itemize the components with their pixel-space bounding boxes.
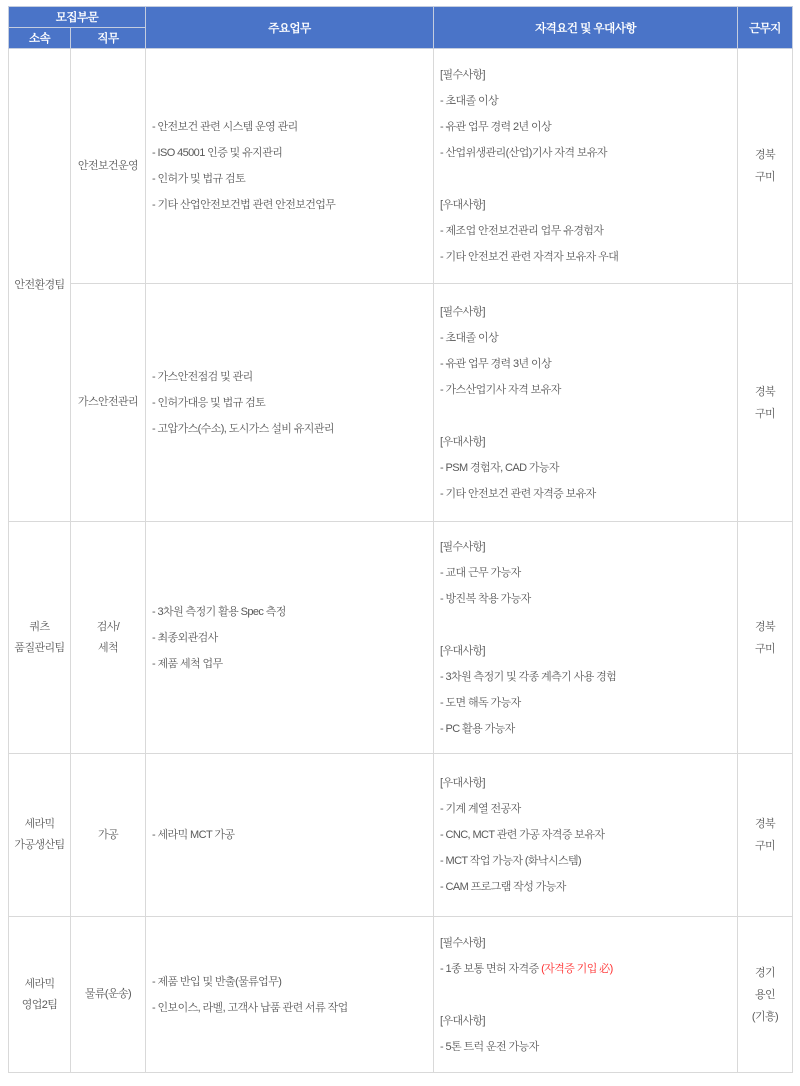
qualification-item: - PSM 경험자, CAD 가능자 — [440, 461, 559, 474]
qualification-block-title: [필수사항] — [440, 69, 486, 81]
table-row — [9, 522, 793, 754]
qualification-item: - 5톤 트럭 운전 가능자 — [440, 1040, 539, 1053]
job-line: 가공 — [97, 828, 119, 841]
location-cell — [738, 49, 793, 284]
job-cell — [71, 49, 146, 284]
qualifications-cell — [434, 284, 738, 522]
table-row — [9, 754, 793, 917]
location-cell — [738, 754, 793, 917]
duty-item: - 안전보건 관련 시스템 운영 관리 — [152, 121, 298, 133]
qualification-item: - CAM 프로그램 작성 가능자 — [440, 881, 566, 893]
job-line: 안전보건운영 — [77, 159, 139, 172]
qualification-item: - 방진복 착용 가능자 — [440, 592, 531, 605]
table-body — [9, 49, 793, 1073]
duties-cell — [146, 49, 434, 284]
table-row — [9, 917, 793, 1073]
job-line: 검사/ — [96, 620, 120, 633]
qualification-block — [440, 1008, 731, 1060]
qualification-block-title: [필수사항] — [440, 305, 486, 318]
dept-cell — [9, 754, 71, 917]
duty-item: - 인허가대응 및 법규 검토 — [152, 396, 266, 409]
qualification-block-title: [우대사항] — [440, 1014, 486, 1027]
qualification-block-title: [우대사항] — [440, 777, 486, 789]
duty-item: - ISO 45001 인증 및 유지관리 — [152, 147, 283, 159]
header-recruit-section: 모집부문 — [9, 7, 146, 28]
table-row — [9, 284, 793, 522]
duty-item: - 제품 반입 및 반출(물류업무) — [152, 975, 282, 988]
dept-cell — [9, 49, 71, 522]
duties-cell — [146, 917, 434, 1073]
dept-cell — [9, 522, 71, 754]
qualification-item: - 유관 업무 경력 3년 이상 — [440, 357, 552, 370]
location-line: 경북 — [754, 385, 776, 398]
dept-line: 쿼츠 — [29, 620, 50, 633]
duty-item: - 기타 산업안전보건법 관련 안전보건업무 — [152, 199, 336, 211]
qualification-block — [440, 534, 731, 612]
header-row-top — [9, 7, 793, 28]
qualification-item: - CNC, MCT 관련 가공 자격증 보유자 — [440, 829, 605, 841]
location-cell — [738, 522, 793, 754]
location-line: 경북 — [754, 818, 776, 830]
qualification-block — [440, 62, 731, 166]
qualification-block-title: [필수사항] — [440, 936, 486, 949]
qualification-item: - 도면 해독 가능자 — [440, 696, 521, 709]
qualification-item — [440, 956, 731, 982]
qualification-item: - 기타 안전보건 관련 자격증 보유자 — [440, 487, 596, 500]
header-qualifications: 자격요건 및 우대사항 — [434, 7, 738, 49]
duty-item: - 최종외관검사 — [152, 631, 218, 644]
location-line: 경북 — [754, 620, 776, 633]
job-cell — [71, 284, 146, 522]
qualification-block-title: [우대사항] — [440, 199, 486, 211]
dept-line: 가공생산팀 — [14, 839, 65, 851]
table-header — [9, 7, 793, 49]
duties-cell — [146, 754, 434, 917]
qualifications-cell — [434, 917, 738, 1073]
duty-item: - 인보이스, 라벨, 고객사 납품 관련 서류 작업 — [152, 1001, 348, 1014]
job-cell — [71, 522, 146, 754]
qualification-block-title: [우대사항] — [440, 435, 486, 448]
qualification-item: - PC 활용 가능자 — [440, 722, 515, 735]
duty-item: - 세라믹 MCT 가공 — [152, 829, 235, 841]
dept-line: 안전환경팀 — [14, 278, 65, 291]
duty-item: - 3차원 측정기 활용 Spec 측정 — [152, 605, 286, 618]
location-line: 구미 — [754, 171, 776, 183]
qualification-item: - MCT 작업 가능자 (화낙시스템) — [440, 855, 582, 867]
qualification-item: - 교대 근무 가능자 — [440, 566, 521, 579]
highlighted-text: (자격증 기입 必) — [541, 962, 613, 975]
location-line: 경기 — [754, 966, 776, 979]
duties-cell — [146, 522, 434, 754]
dept-line: 영업2팀 — [21, 998, 58, 1011]
plain-text: - 1종 보통 면허 자격증 — [440, 962, 542, 975]
duty-item: - 인허가 및 법규 검토 — [152, 173, 246, 185]
location-line: (기흥) — [751, 1010, 779, 1023]
dept-cell — [9, 917, 71, 1073]
job-line: 가스안전관리 — [77, 396, 139, 408]
job-line: 세척 — [97, 641, 119, 654]
location-line: 구미 — [754, 642, 776, 655]
header-job: 직무 — [71, 28, 146, 49]
qualifications-cell — [434, 754, 738, 917]
qualification-item: - 초대졸 이상 — [440, 95, 499, 107]
dept-line: 품질관리팀 — [14, 641, 65, 654]
location-line: 구미 — [754, 840, 776, 852]
qualification-item: - 산업위생관리(산업)기사 자격 보유자 — [440, 147, 607, 159]
duty-item: - 고압가스(수소), 도시가스 설비 유지관리 — [152, 422, 334, 435]
job-line: 물류(운송) — [84, 988, 132, 1000]
location-line: 용인 — [754, 988, 776, 1001]
qualification-block — [440, 930, 731, 982]
qualification-item: - 제조업 안전보건관리 업무 유경험자 — [440, 225, 604, 237]
dept-line: 세라믹 — [24, 818, 55, 830]
qualification-block-title: [필수사항] — [440, 540, 486, 553]
qualification-block-title: [우대사항] — [440, 644, 486, 657]
job-cell — [71, 917, 146, 1073]
location-cell — [738, 284, 793, 522]
qualification-item: - 가스산업기사 자격 보유자 — [440, 383, 561, 396]
qualification-block — [440, 638, 731, 742]
header-affiliation: 소속 — [9, 28, 71, 49]
duty-item: - 가스안전점검 및 관리 — [152, 370, 253, 383]
duty-item: - 제품 세척 업무 — [152, 657, 223, 670]
qualification-item: - 초대졸 이상 — [440, 331, 499, 344]
qualification-item: - 유관 업무 경력 2년 이상 — [440, 121, 552, 133]
location-line: 경북 — [754, 149, 776, 161]
qualification-block — [440, 770, 731, 900]
qualification-item: - 3차원 측정기 및 각종 계측기 사용 경험 — [440, 670, 617, 683]
location-line: 구미 — [754, 407, 776, 420]
table-row — [9, 49, 793, 284]
recruitment-table — [8, 6, 793, 1073]
header-location: 근무지 — [738, 7, 793, 49]
qualifications-cell — [434, 49, 738, 284]
header-duties: 주요업무 — [146, 7, 434, 49]
duties-cell — [146, 284, 434, 522]
qualification-item: - 기계 계열 전공자 — [440, 803, 521, 815]
job-cell — [71, 754, 146, 917]
qualification-block — [440, 429, 731, 507]
qualification-block — [440, 299, 731, 403]
location-cell — [738, 917, 793, 1073]
dept-line: 세라믹 — [24, 977, 55, 990]
qualifications-cell — [434, 522, 738, 754]
qualification-item: - 기타 안전보건 관련 자격자 보유자 우대 — [440, 251, 619, 263]
qualification-block — [440, 192, 731, 270]
